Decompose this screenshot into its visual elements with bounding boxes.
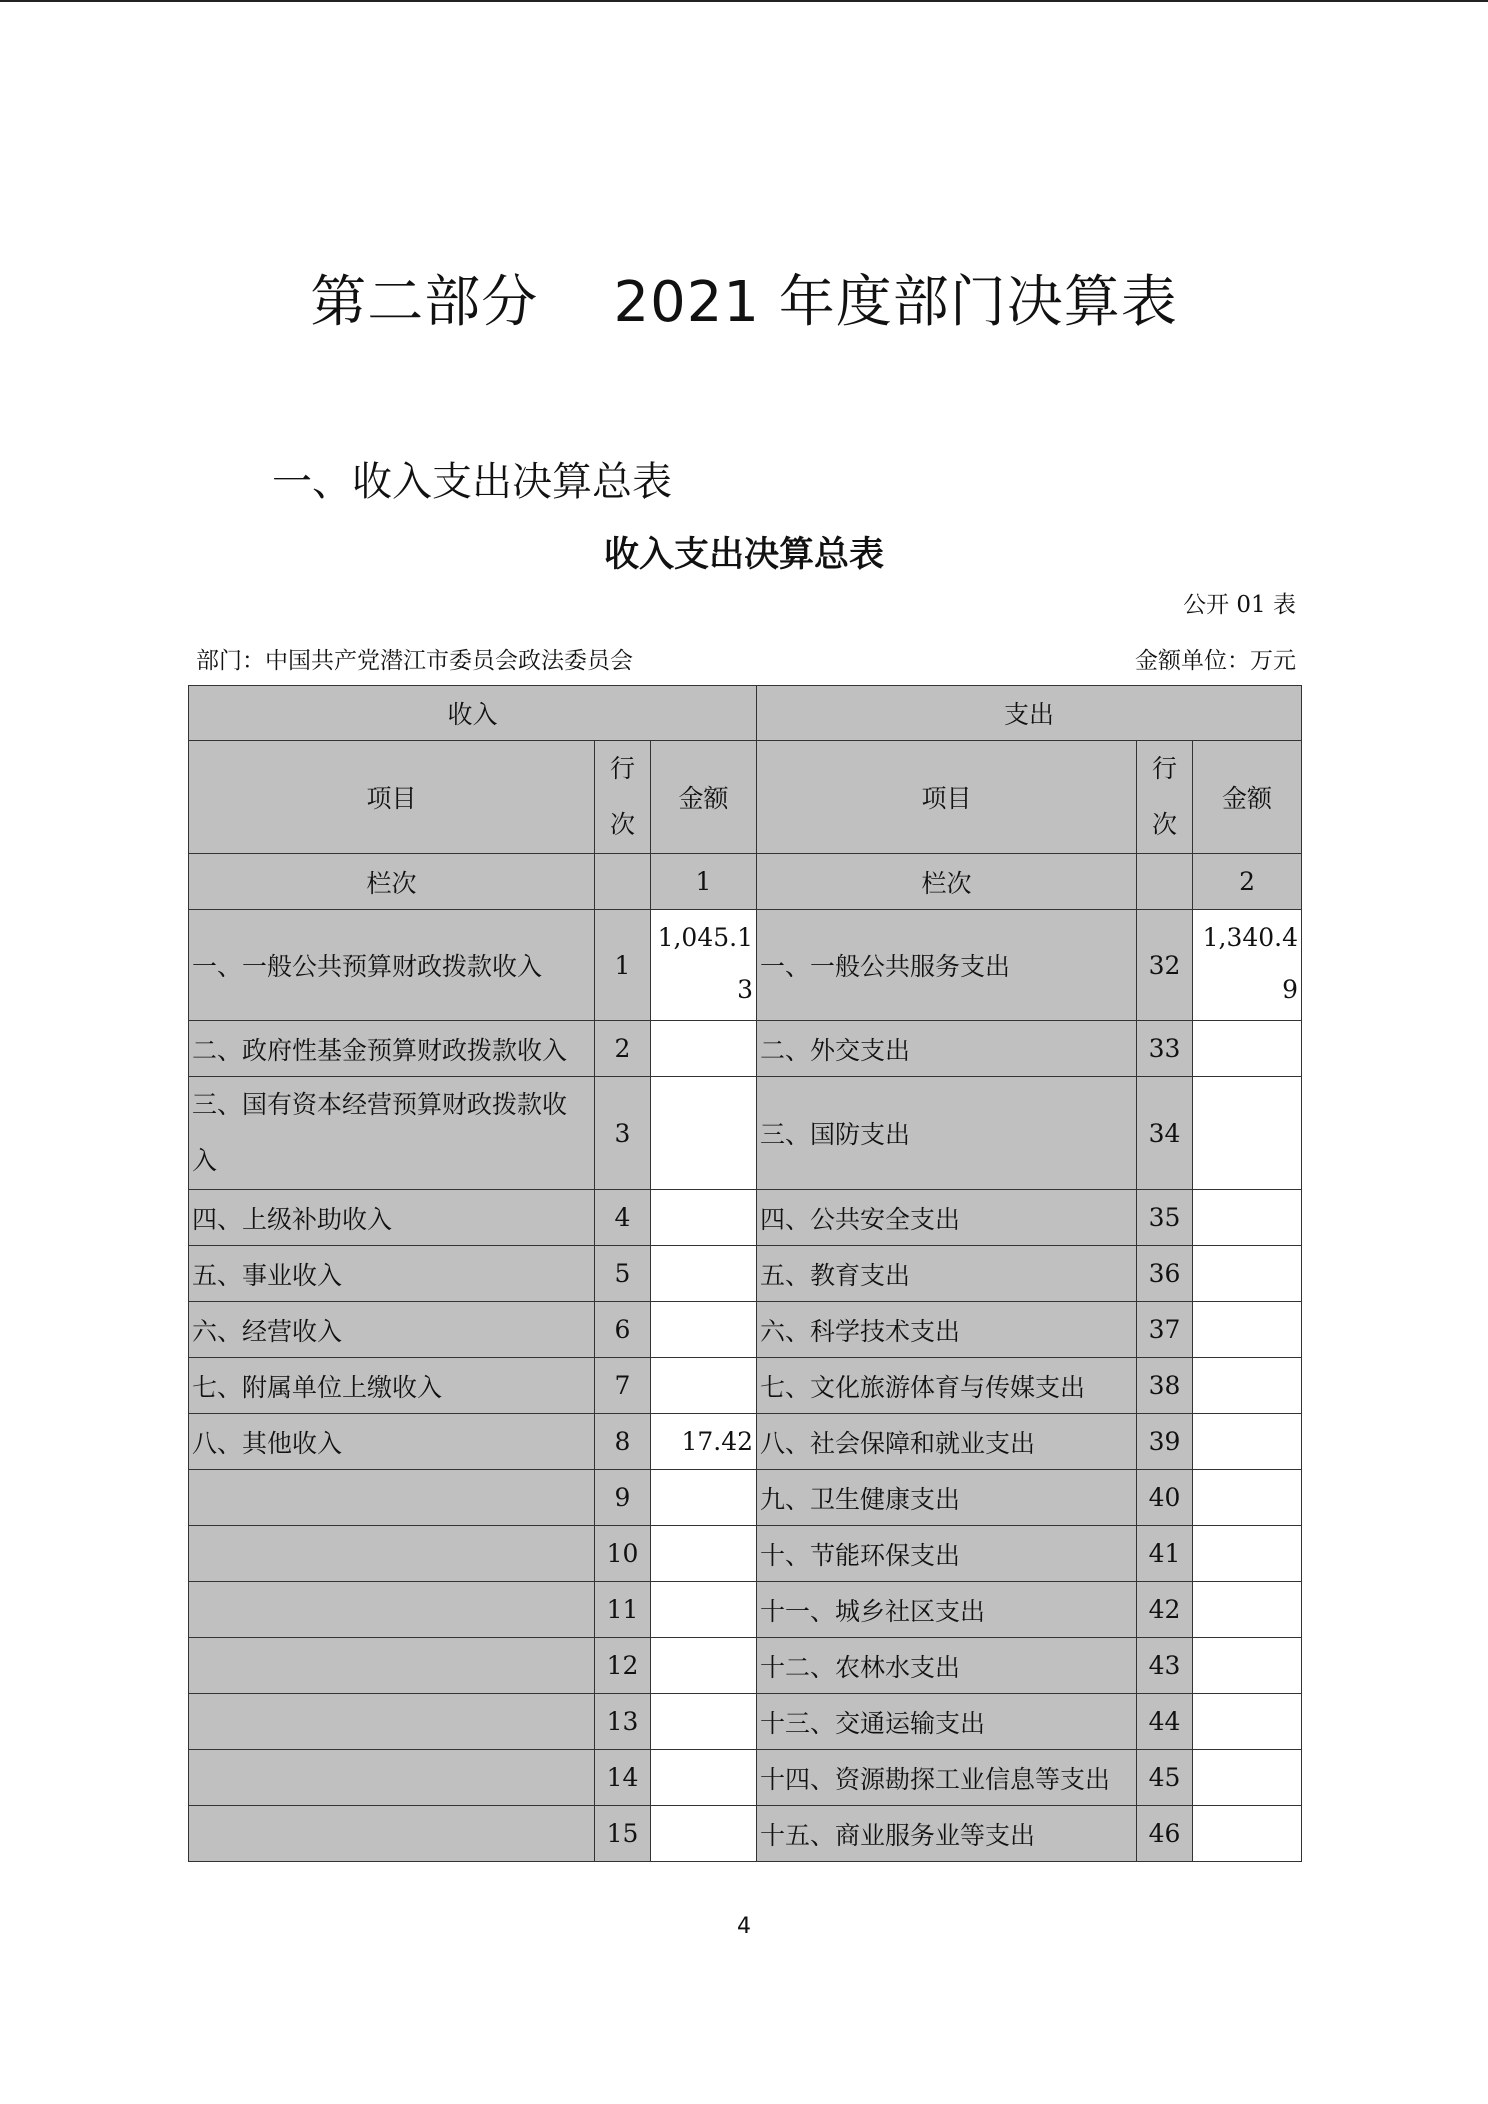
- expense-row-no: 36: [1137, 1246, 1193, 1302]
- expense-amount: [1193, 1414, 1302, 1470]
- income-group-header: 收入: [189, 686, 757, 741]
- expense-item: 十四、资源勘探工业信息等支出: [757, 1750, 1137, 1806]
- expense-amount: [1193, 1302, 1302, 1358]
- table-row: [189, 1246, 1302, 1302]
- expense-item: 三、国防支出: [757, 1077, 1137, 1190]
- top-border-line: [0, 0, 1488, 2]
- income-row-no: 10: [595, 1526, 651, 1582]
- expense-amount: [1193, 1526, 1302, 1582]
- expense-item: 八、社会保障和就业支出: [757, 1414, 1137, 1470]
- income-column-index-blank: [595, 854, 651, 910]
- income-column-index-label: 栏次: [189, 854, 595, 910]
- expense-amount: [1193, 1246, 1302, 1302]
- expense-row-no: 44: [1137, 1694, 1193, 1750]
- department-label: 部门：中国共产党潜江市委员会政法委员会: [196, 648, 633, 674]
- expense-item: 五、教育支出: [757, 1246, 1137, 1302]
- table-row: [189, 1694, 1302, 1750]
- table-row: [189, 1750, 1302, 1806]
- table-row: [189, 1077, 1302, 1190]
- table-row: [189, 1302, 1302, 1358]
- expense-amount: 1,340.49: [1193, 910, 1302, 1021]
- expense-amount: [1193, 1077, 1302, 1190]
- income-row-no: 6: [595, 1302, 651, 1358]
- income-row-no: 11: [595, 1582, 651, 1638]
- group-header-row: [189, 686, 1302, 741]
- income-rowno-header: 行次: [595, 741, 651, 854]
- expense-item: 四、公共安全支出: [757, 1190, 1137, 1246]
- expense-column-index: 2: [1193, 854, 1302, 910]
- expense-column-index-blank: [1137, 854, 1193, 910]
- column-header-row: [189, 741, 1302, 854]
- expense-amount-header: 金额: [1193, 741, 1302, 854]
- expense-row-no: 38: [1137, 1358, 1193, 1414]
- expense-row-no: 41: [1137, 1526, 1193, 1582]
- table-row: [189, 1806, 1302, 1862]
- expense-rowno-header: 行次: [1137, 741, 1193, 854]
- expense-item: 十三、交通运输支出: [757, 1694, 1137, 1750]
- table-title: 收入支出决算总表: [603, 535, 884, 575]
- income-item: 三、国有资本经营预算财政拨款收入: [189, 1077, 595, 1190]
- expense-item: 十一、城乡社区支出: [757, 1582, 1137, 1638]
- table-row: [189, 1190, 1302, 1246]
- amount-unit-label: 金额单位：万元: [1135, 648, 1296, 674]
- expense-item: 十、节能环保支出: [757, 1526, 1137, 1582]
- income-row-no: 1: [595, 910, 651, 1021]
- expense-row-no: 37: [1137, 1302, 1193, 1358]
- expense-amount: [1193, 1358, 1302, 1414]
- table-row: [189, 1414, 1302, 1470]
- income-item: 八、其他收入: [189, 1414, 595, 1470]
- table-row: [189, 1638, 1302, 1694]
- income-amount: 1,045.13: [651, 910, 757, 1021]
- income-item: 七、附属单位上缴收入: [189, 1358, 595, 1414]
- table-row: [189, 1021, 1302, 1077]
- income-amount: [651, 1246, 757, 1302]
- income-amount: [651, 1021, 757, 1077]
- expense-amount: [1193, 1470, 1302, 1526]
- income-amount: [651, 1750, 757, 1806]
- expense-amount: [1193, 1638, 1302, 1694]
- income-item: 五、事业收入: [189, 1246, 595, 1302]
- income-row-no: 3: [595, 1077, 651, 1190]
- income-amount: [651, 1806, 757, 1862]
- expense-row-no: 45: [1137, 1750, 1193, 1806]
- expense-item: 六、科学技术支出: [757, 1302, 1137, 1358]
- part-title: 第二部分 2021 年度部门决算表: [310, 270, 1178, 335]
- expense-item: 十五、商业服务业等支出: [757, 1806, 1137, 1862]
- expense-row-no: 33: [1137, 1021, 1193, 1077]
- income-item: 一、一般公共预算财政拨款收入: [189, 910, 595, 1021]
- income-item-header: 项目: [189, 741, 595, 854]
- income-amount-header: 金额: [651, 741, 757, 854]
- expense-item: 十二、农林水支出: [757, 1638, 1137, 1694]
- income-item: [189, 1470, 595, 1526]
- income-item: 四、上级补助收入: [189, 1190, 595, 1246]
- expense-row-no: 39: [1137, 1414, 1193, 1470]
- income-row-no: 14: [595, 1750, 651, 1806]
- table-row: [189, 910, 1302, 1021]
- table-row: [189, 1526, 1302, 1582]
- expense-row-no: 42: [1137, 1582, 1193, 1638]
- income-row-no: 12: [595, 1638, 651, 1694]
- expense-column-index-label: 栏次: [757, 854, 1137, 910]
- income-amount: 17.42: [651, 1414, 757, 1470]
- expense-row-no: 40: [1137, 1470, 1193, 1526]
- income-row-no: 4: [595, 1190, 651, 1246]
- income-amount: [651, 1582, 757, 1638]
- income-amount: [651, 1470, 757, 1526]
- income-item: [189, 1750, 595, 1806]
- expense-item-header: 项目: [757, 741, 1137, 854]
- income-amount: [651, 1638, 757, 1694]
- section-title: 一、收入支出决算总表: [272, 459, 672, 505]
- column-index-row: [189, 854, 1302, 910]
- income-item: [189, 1638, 595, 1694]
- income-item: [189, 1582, 595, 1638]
- income-item: 六、经营收入: [189, 1302, 595, 1358]
- income-item: [189, 1694, 595, 1750]
- table-row: [189, 1470, 1302, 1526]
- expense-item: 二、外交支出: [757, 1021, 1137, 1077]
- table-body: [189, 686, 1302, 1862]
- expense-amount: [1193, 1021, 1302, 1077]
- income-row-no: 9: [595, 1470, 651, 1526]
- income-amount: [651, 1077, 757, 1190]
- income-row-no: 5: [595, 1246, 651, 1302]
- income-column-index: 1: [651, 854, 757, 910]
- expense-amount: [1193, 1694, 1302, 1750]
- income-amount: [651, 1190, 757, 1246]
- expense-item: 七、文化旅游体育与传媒支出: [757, 1358, 1137, 1414]
- expense-row-no: 46: [1137, 1806, 1193, 1862]
- expense-amount: [1193, 1806, 1302, 1862]
- income-amount: [651, 1358, 757, 1414]
- expense-amount: [1193, 1750, 1302, 1806]
- income-item: [189, 1526, 595, 1582]
- income-item: 二、政府性基金预算财政拨款收入: [189, 1021, 595, 1077]
- income-row-no: 2: [595, 1021, 651, 1077]
- page-number: 4: [737, 1914, 751, 1939]
- expense-row-no: 32: [1137, 910, 1193, 1021]
- income-amount: [651, 1694, 757, 1750]
- expense-row-no: 34: [1137, 1077, 1193, 1190]
- expense-item: 一、一般公共服务支出: [757, 910, 1137, 1021]
- table-row: [189, 1582, 1302, 1638]
- expense-row-no: 35: [1137, 1190, 1193, 1246]
- income-expense-table: [188, 685, 1302, 1862]
- expense-amount: [1193, 1190, 1302, 1246]
- table-row: [189, 1358, 1302, 1414]
- income-item: [189, 1806, 595, 1862]
- income-amount: [651, 1526, 757, 1582]
- expense-row-no: 43: [1137, 1638, 1193, 1694]
- income-amount: [651, 1302, 757, 1358]
- income-row-no: 8: [595, 1414, 651, 1470]
- expense-amount: [1193, 1582, 1302, 1638]
- income-row-no: 13: [595, 1694, 651, 1750]
- expense-item: 九、卫生健康支出: [757, 1470, 1137, 1526]
- income-row-no: 7: [595, 1358, 651, 1414]
- income-row-no: 15: [595, 1806, 651, 1862]
- form-number: 公开 01 表: [1183, 592, 1296, 618]
- expense-group-header: 支出: [757, 686, 1302, 741]
